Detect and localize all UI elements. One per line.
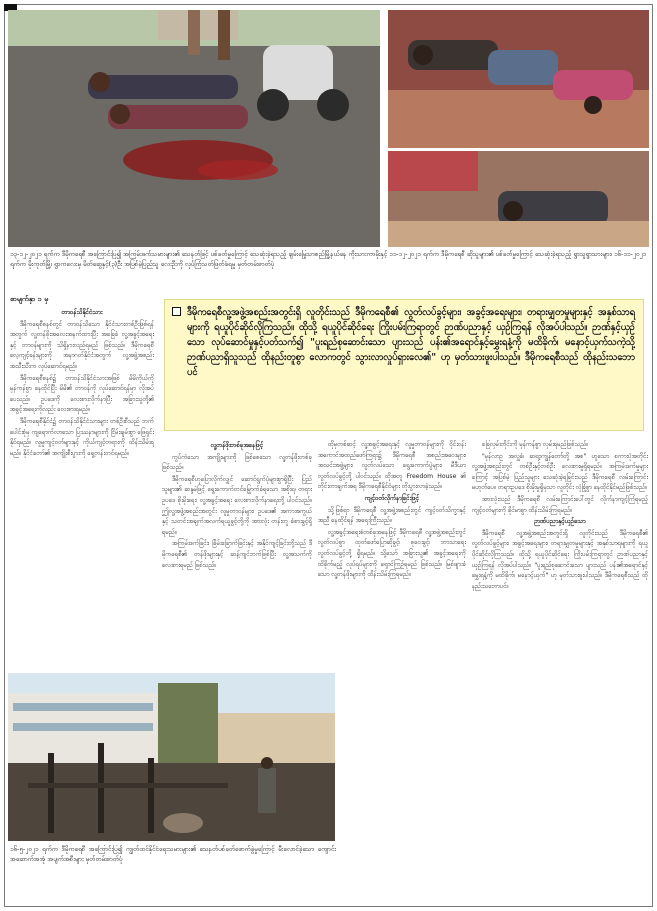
column-4-heading: ဉာဏ်ပညာနှင့်ယှဉ်သော [534, 518, 586, 526]
column-2-heading: လူ့တန်ဖိုးတစ်ခုအနေဖြင့် [210, 442, 264, 449]
column-4-paragraph: ခြေလှမ်းတိုင်းကို မှန်ကန်စွာ လှမ်းရမည်ဖြစ်သည်။ [482, 441, 589, 448]
pull-quote-text: ဒီမိုကရေစီလူ့အဖွဲ့အစည်းအတွင်းရှိ လူတိုင်းသည် ဒီမိုကရေစီ၏ လွတ်လပ်ခွင့်များ၊ အခွင့်အရေးများ၊ တရားမျှတမှုများနှင့် အနှစ်သာရများကို ရယူပိုင်ဆိုင်လိုကြသည်။ ထိုသို့ ရယူပိုင်ဆိုင်ရေး ကြိုးပမ်းကြရာတွင် ဉာဏ်ပညာနှင့် ယှဉ်ကြရန် လိုအပ်ပါသည်။ ဉာဏ်နှင့်ယှဉ်သော လုပ်ဆောင်မှုနှင့်ပတ်သက်၍ "ပူးရည်စုဆောင်းသော ပျားသည် ပန်း၏အရောင်နှင့်မွှေးရနံ့ကို မထိခိုက်၊ မနောင့်ယှက်သကဲ့သို့ ဉာဏ်ပညာရှိသူသည် ထိုနည်းတူစွာ လောကတွင် သွားလာလှုပ်ရှားလေ၏" ဟု မှတ်သားဖူးပါသည်။ ဒီမိုကရေစီသည် ထိုနည်းသဘောပင် [187, 307, 635, 378]
column-2-paragraph: ကွပ်ကဲသော အကျိုးများကို ဖြစ်စေသော လူ့တန်ဖိုးတစ်ခုဖြစ်သည်။ [162, 453, 312, 472]
bed-victim-photo [388, 151, 649, 247]
column-1 [10, 307, 154, 672]
column-3 [318, 440, 466, 840]
column-3-paragraph: လူ့အခွင့်အရေးစံတစ်ခုအနေဖြင့် ဒီမိုကရေစီ လူ့အဖွဲ့အစည်းတွင် လွတ်လပ်စွာ ထုတ်ဖော်ပြောဆိုခွင့်၊ စုဝေးခွင့်၊ ဘာသာရေးလွတ်လပ်ခွင့်တို့ ရှိရမည်။ သို့သော် အခြားသူ၏ အခွင့်အရေးကို ထိခိုက်မည့် လုပ်ရပ်များကို ရှောင်ကြဉ်ရမည် ဖြစ်သည်။ မြစ်ဖျားခံသော လူ့တန်ဖိုးများကို ထိန်းသိမ်းကြရမည်။ [318, 528, 466, 579]
column-2-paragraph: အကြမ်းဖက်ခြင်း၊ ခြိမ်းခြောက်ခြင်းနှင့် အနိုင်ကျင့်ခြင်းတို့သည် ဒီမိုကရေစီ၏ တန်ဖိုးများနှင့် ဆန့်ကျင်ဘက်ဖြစ်ပြီး လူ့အသက်ကို လေးစားရမည် ဖြစ်သည်။ [162, 540, 312, 569]
column-3-paragraph: သို့ဖြစ်ရာ ဒီမိုကရေစီ လူ့အဖွဲ့အစည်းတွင် ကျင့်ဝတ်သိက္ခာနှင့် အညီ နေထိုင်ရန် အရေးကြီးသည်။ [318, 506, 466, 525]
column-1-heading: တာဝန်သိနိုင်ငံသား [61, 309, 103, 316]
indoor-victims-photo [388, 10, 649, 148]
column-4-paragraph: ဒီမိုကရေစီ လူ့အဖွဲ့အစည်းအတွင်းရှိ လူတိုင်းသည် ဒီမိုကရေစီ၏ လွတ်လပ်ခွင့်များ၊ အခွင့်အရေးများ၊ တရားမျှတမှုများနှင့် အနှစ်သာရများကို ရယူပိုင်ဆိုင်လိုကြသည်။ ထိုသို့ ရယူပိုင်ဆိုင်ရေး ကြိုးပမ်းကြရာတွင် ဉာဏ်ပညာနှင့် ယှဉ်ကြရန် လိုအပ်ပါသည်။ "ပူးရည်စုဆောင်းသော ပျားသည် ပန်း၏အရောင်နှင့်မွှေးရနံ့ကို မထိခိုက်၊ မနောင့်ယှက်" ဟု မှတ်သားဖူးပါသည်။ ဒီမိုကရေစီသည် ထိုနည်းသဘောပင်။ [472, 529, 648, 590]
column-2-paragraph: ဒီမိုကရေစီဟုပြောလိုက်လျှင် ဆောင်ရွက်ပုံများစွာရှိပြီး ပြည်သူများ၏ ဆန္ဒမဲဖြင့် ရွေးကောက်တင်မြှောက်ခံရသော အစိုးရ၊ တရားဥပဒေ စိုးမိုးရေး၊ လူ့အခွင့်အရေး လေးစားလိုက်နာရေးတို့ ပါဝင်သည်။ ဤလူ့အဖွဲ့အစည်းအတွင်း လူမှုတာဝန်များ၊ ဥပဒေ၏ အကာအကွယ်နှင့် သတင်းအချက်အလက်ရယူခွင့်တို့ကို အားလုံး တန်းတူ ခံစားခွင့်ရှိရမည်။ [162, 475, 312, 536]
top-photo-caption: ၁၃-၁၂-၂၀၂၁ ရက်က ဒီမိုကရေစီ အကြောင်းပြ၍ အကြမ်းဖက်သမားများ၏ သေနတ်ဖြင့် ပစ်ခတ်မှုကြောင့် သေဆုံးခဲ့ရသည့် ချမ်းမြေ့သာစည်မြို့နယ်နေ ကိုးသားကာမိုးနှင့် ၁၁-၁၂-၂၀၂၁ ရက်က ဒီမိုကရေစီ ဆိုသူများ၏ ပစ်ခတ်မှုကြောင့် သေဆုံးခဲ့ရသည့် ရွာသူရွာသားများ၊ ၁၆-၁၁-၂၀၂၁ ရက်က မိုးကုတ်မြို့၊ ရွာကလေးမှ မိတ်ဆွေနှင့်(၃)ဦး အပြစ်မဲ့ပြည်သူ လေးဦးကို လုပ်ကြံသတ်ဖြတ်ခံရမှု မှတ်တမ်းဓာတ်ပုံ [10, 251, 646, 268]
column-4-paragraph: အားလုံးသည် ဒီမိုကရေစီ လမ်းကြောင်းပေါ်တွင် လိုက်နာကျင့်ကြံရမည့် ကျင့်ဝတ်များကို ခိုင်မာစွာ ထိန်းသိမ်းကြရမည်။ [472, 495, 648, 514]
burned-school-photo [8, 673, 335, 841]
pull-quote-box [164, 299, 644, 431]
column-4 [472, 440, 648, 894]
checkbox-bullet-icon [172, 307, 181, 316]
bottom-photo-caption: ၁၆-၅-၂၀၂၁ ရက်က ဒီမိုကရေစီ အကြောင်းပြ၍ ကျွတ်ထင်နိုင်ငံရေးသမားများ၏ သေနတ်ပစ်ခတ်ဖောက်ခွဲမှုကြောင့် မီးလောင်ခဲ့သော ကျောင်းအဆောက်အအုံ အပျက်အစီးများ မှတ်တမ်းဓာတ်ပုံ [10, 846, 336, 863]
street-victims-photo [8, 10, 380, 247]
column-3-heading: ကျင့်ဝတ်လိုက်နာခြင်းဖြင့် [364, 494, 420, 502]
column-2 [162, 440, 312, 672]
column-1-paragraph: ဒီမိုကရေစီနိုင်ငံ၌ တာဝန်သိနိုင်ငံသားများ တစ်ဦးစီသည် ဘက်ပေါင်းစုံမှ ကျရောက်လာသော ပြဿနာများကို ငြိမ်းချမ်းစွာ ဖြေရှင်းနိုင်ရမည်။ လူမှုကျင့်ဝတ်များနှင့် ကိုယ်ကျင့်တရားကို ထိန်းသိမ်းရမည်။ နိုင်ငံတော်၏ အကျိုးစီးပွားကို ရှေ့တန်းတင်ရမည်။ [10, 417, 154, 457]
column-3-paragraph: ထိုမှတစ်ဆင့် လူ့အခွင့်အရေးနှင့် လူမှုတာဝန်များကို ဝိုင်းဝန်းအကောင်အထည်ဖော်ကြရာ၌ ဒီမိုကရေစီ အစည်းအဝေးများ၊ အသင်းအဖွဲ့များ၊ လွတ်လပ်သော ရွေးကောက်ပွဲများ၊ မီဒီယာ လွတ်လပ်ခွင့်တို့ ပါဝင်သည်။ ထိုအတူ Freedom House ၏ တိုင်းတာချက်အရ ဒီမိုကရေစီနိုင်ငံများ တိုးပွားလာခဲ့သည်။ [318, 441, 466, 491]
column-1-paragraph: ဒီမိုကရေစီစနစ်၌ တာဝန်သိနိုင်ငံသားအဖြစ် မိမိကိုယ်ကို မှန်ကန်စွာ နေထိုင်ပြီး မိမိ၏ တာဝန်ကို လုပ်ဆောင်ရန်မှာ လိုအပ်ပေသည်။ ဥပဒေကို လေးစားလိုက်နာပြီး အခြားသူတို့၏ အခွင့်အရေးကိုလည်း လေးစားရမည်။ [10, 374, 154, 414]
continued-from-label: စာမျက်နှာ ၁ မှ [10, 295, 49, 303]
column-1-paragraph: ဒီမိုကရေစီစနစ်တွင် တာဝန်သိသော နိုင်ငံသားတစ်ဦးဖြစ်ရန်အတွက် လူ့တန်ဖိုးအလေးအနက်ထားပြီး အခြေခံ လူ့အခွင့်အရေးနှင့် တာဝန်များကို သိရှိနားလည်ရမည် ဖြစ်သည်။ ဒီမိုကရေစီလေ့ကျင့်ခန်းများကို အနာဂတ်နိုင်ငံအတွက် လူ့အဖွဲ့အစည်းအသီးသီးက လုပ်ဆောင်ရမည်။ [10, 320, 154, 370]
column-4-paragraph: "မုန်လာဥ အလှူခံ၊ ဆရာ့ကျွန်တော်တို့ အစ" ဟူသော စကားပုံအတိုင်း လူ့အဖွဲ့အစည်းတွင် တစ်ဦးနှင့်တစ်ဦး လေးစားမှုရှိရမည်။ အကြမ်းဖက်မှုများကြောင့် အပြစ်မဲ့ ပြည်သူများ သေဆုံးခဲ့ရခြင်းသည် ဒီမိုကရေစီ လမ်းကြောင်းမဟုတ်ပေ။ တရားဥပဒေ စိုးမိုးမှုရှိမှသာ လူတိုင်း လုံခြုံစွာ နေထိုင်နိုင်မည်ဖြစ်သည်။ [472, 452, 648, 492]
